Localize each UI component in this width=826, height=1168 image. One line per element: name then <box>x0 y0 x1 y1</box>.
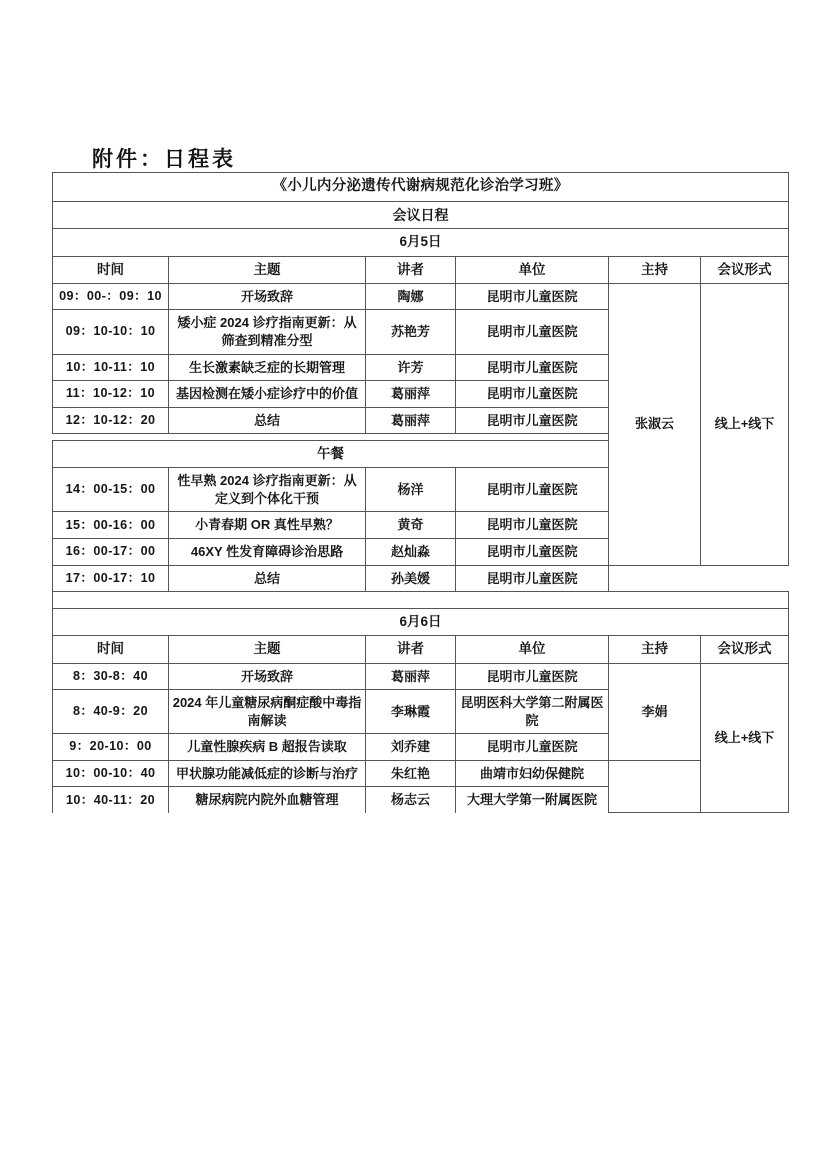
row-speaker: 许芳 <box>366 354 456 381</box>
row-time: 17：00-17：10 <box>53 565 169 592</box>
day1-date-label: 6月5日 <box>53 229 789 256</box>
day2-date-label: 6月6日 <box>53 609 789 636</box>
course-subtitle: 会议日程 <box>53 201 789 229</box>
row-unit: 大理大学第一附属医院 <box>456 787 609 813</box>
col-header-time: 时间 <box>53 256 169 283</box>
row-unit: 昆明市儿童医院 <box>456 663 609 690</box>
col-header-time: 时间 <box>53 636 169 663</box>
row-unit: 昆明市儿童医院 <box>456 468 609 512</box>
col-header-speaker: 讲者 <box>366 256 456 283</box>
col-header-unit: 单位 <box>456 636 609 663</box>
day2-host-empty <box>609 760 701 813</box>
row-topic: 46XY 性发育障碍诊治思路 <box>169 539 366 566</box>
row-time: 09：00-：09：10 <box>53 283 169 310</box>
row-topic: 生长激素缺乏症的长期管理 <box>169 354 366 381</box>
row-topic: 性早熟 2024 诊疗指南更新：从定义到个体化干预 <box>169 468 366 512</box>
row-time: 8：40-9：20 <box>53 690 169 734</box>
col-header-unit: 单位 <box>456 256 609 283</box>
table-row <box>53 565 789 592</box>
table-row <box>53 663 789 690</box>
row-speaker: 孙美媛 <box>366 565 456 592</box>
row-topic: 矮小症 2024 诊疗指南更新：从筛查到精准分型 <box>169 310 366 354</box>
row-speaker: 陶娜 <box>366 283 456 310</box>
row-speaker: 葛丽萍 <box>366 663 456 690</box>
row-speaker: 杨志云 <box>366 787 456 813</box>
row-speaker: 苏艳芳 <box>366 310 456 354</box>
col-header-topic: 主题 <box>169 636 366 663</box>
row-topic: 儿童性腺疾病 B 超报告读取 <box>169 734 366 761</box>
row-speaker: 黄奇 <box>366 512 456 539</box>
row-unit: 昆明市儿童医院 <box>456 407 609 434</box>
row-topic: 基因检测在矮小症诊疗中的价值 <box>169 381 366 408</box>
row-topic: 总结 <box>169 407 366 434</box>
row-time: 10：00-10：40 <box>53 760 169 787</box>
row-unit: 昆明市儿童医院 <box>456 381 609 408</box>
row-time: 9：20-10：00 <box>53 734 169 761</box>
row-topic: 总结 <box>169 565 366 592</box>
day2-host: 李娟 <box>609 663 701 760</box>
col-header-host: 主持 <box>609 636 701 663</box>
col-header-format: 会议形式 <box>701 636 789 663</box>
day1-host: 张淑云 <box>609 283 701 565</box>
row-topic: 甲状腺功能减低症的诊断与治疗 <box>169 760 366 787</box>
day-separator <box>53 592 789 609</box>
row-unit: 昆明医科大学第二附属医院 <box>456 690 609 734</box>
row-unit: 昆明市儿童医院 <box>456 512 609 539</box>
row-time: 10：10-11：10 <box>53 354 169 381</box>
table-row <box>53 283 789 310</box>
table-title-row <box>53 173 789 202</box>
row-topic: 糖尿病院内院外血糖管理 <box>169 787 366 813</box>
day1-date-row <box>53 229 789 256</box>
row-unit: 昆明市儿童医院 <box>456 310 609 354</box>
schedule-table <box>52 172 789 813</box>
row-topic: 开场致辞 <box>169 283 366 310</box>
row-unit: 昆明市儿童医院 <box>456 734 609 761</box>
row-topic: 小青春期 OR 真性早熟？ <box>169 512 366 539</box>
col-header-speaker: 讲者 <box>366 636 456 663</box>
col-header-topic: 主题 <box>169 256 366 283</box>
row-time: 15：00-16：00 <box>53 512 169 539</box>
day2-header-row <box>53 636 789 663</box>
row-unit: 昆明市儿童医院 <box>456 354 609 381</box>
day-separator-row <box>53 592 789 609</box>
row-speaker: 赵灿淼 <box>366 539 456 566</box>
day1-gap <box>53 434 609 441</box>
course-title: 《小儿内分泌遗传代谢病规范化诊治学习班》 <box>53 173 789 202</box>
col-header-host: 主持 <box>609 256 701 283</box>
table-subtitle-row <box>53 201 789 229</box>
row-speaker: 葛丽萍 <box>366 381 456 408</box>
row-unit: 昆明市儿童医院 <box>456 539 609 566</box>
row-time: 8：30-8：40 <box>53 663 169 690</box>
row-speaker: 杨洋 <box>366 468 456 512</box>
row-time: 12：10-12：20 <box>53 407 169 434</box>
table-row <box>53 760 789 787</box>
col-header-format: 会议形式 <box>701 256 789 283</box>
row-unit: 曲靖市妇幼保健院 <box>456 760 609 787</box>
row-unit: 昆明市儿童医院 <box>456 565 609 592</box>
row-speaker: 朱红艳 <box>366 760 456 787</box>
day1-header-row <box>53 256 789 283</box>
day1-format: 线上+线下 <box>701 283 789 565</box>
row-speaker: 葛丽萍 <box>366 407 456 434</box>
row-topic: 2024 年儿童糖尿病酮症酸中毒指南解读 <box>169 690 366 734</box>
row-time: 16：00-17：00 <box>53 539 169 566</box>
row-speaker: 刘乔建 <box>366 734 456 761</box>
row-speaker: 李琳霞 <box>366 690 456 734</box>
attachment-heading: 附件：日程表 <box>92 147 236 171</box>
row-time: 11：10-12：10 <box>53 381 169 408</box>
row-unit: 昆明市儿童医院 <box>456 283 609 310</box>
row-time: 14：00-15：00 <box>53 468 169 512</box>
day2-format: 线上+线下 <box>701 663 789 813</box>
row-time: 09：10-10：10 <box>53 310 169 354</box>
lunch-label: 午餐 <box>53 441 609 468</box>
day2-date-row <box>53 609 789 636</box>
row-time: 10：40-11：20 <box>53 787 169 813</box>
row-topic: 开场致辞 <box>169 663 366 690</box>
